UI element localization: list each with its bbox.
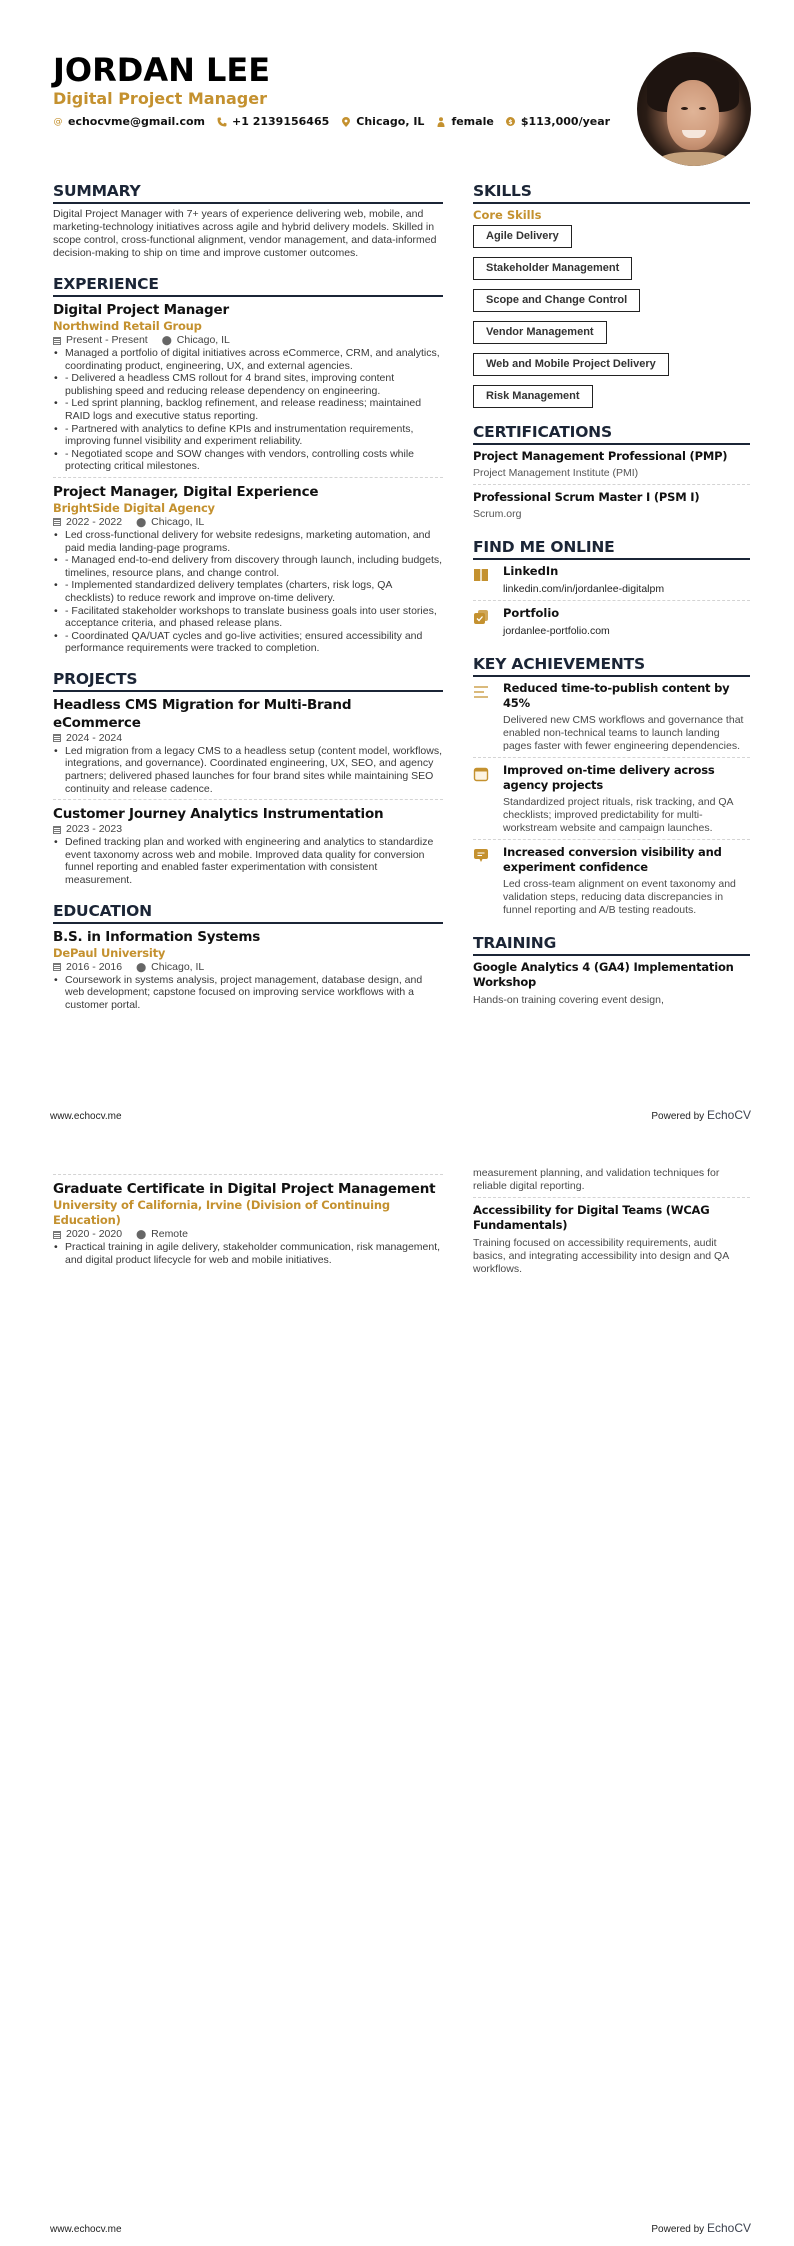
skill-tag: Web and Mobile Project Delivery: [473, 353, 669, 376]
degree-title: Graduate Certificate in Digital Project Management: [53, 1181, 436, 1197]
section-title-experience: EXPERIENCE: [53, 274, 443, 297]
section-title-achievements: KEY ACHIEVEMENTS: [473, 654, 750, 677]
bullet: • Coursework in systems analysis, project management, database design, and web development; capstone focused on improving service workflows with a customer portal.: [53, 974, 443, 1012]
location-pin-icon: ⬤: [136, 516, 147, 527]
divider: [473, 757, 750, 758]
training-title: Google Analytics 4 (GA4) Implementation Workshop: [473, 960, 734, 989]
bullet: • Led migration from a legacy CMS to a headless setup (content model, workflows, integrations, and governance). Coordinated engineering, UX, SEO, and agency partners; delivered phased launches for four brand sites while maintaining SEO continuity and release cadence.: [53, 745, 443, 795]
education-meta: [53, 1228, 443, 1241]
bullet: • Led cross-functional delivery for website redesigns, marketing automation, and paid media landing-page programs.: [53, 529, 443, 554]
divider: [473, 1197, 750, 1198]
bullet: • - Negotiated scope and SOW changes with vendors, controlling costs while protecting critical milestones.: [53, 448, 443, 473]
chat-bubble-icon: [473, 848, 489, 864]
brand-name: EchoCV: [706, 2221, 751, 2235]
calendar-icon: [53, 1231, 61, 1239]
contact-salary: [506, 115, 610, 128]
online-section: [473, 537, 750, 638]
right-column-continued: [473, 1167, 750, 1276]
certification-issuer: Scrum.org: [473, 508, 522, 520]
experience-item: [53, 483, 443, 655]
online-label: Portfolio: [503, 606, 560, 620]
certifications-section: [473, 422, 750, 521]
training-section: [473, 933, 750, 1007]
footer-site-link[interactable]: www.echocv.me: [50, 2224, 122, 2235]
skill-tag: Risk Management: [473, 385, 593, 408]
right-column: [473, 181, 750, 1007]
certification-issuer: Project Management Institute (PMI): [473, 467, 639, 479]
projects-section: [53, 669, 443, 887]
divider: [473, 600, 750, 601]
location-pin-icon: [341, 117, 351, 127]
certification-item: [473, 449, 750, 480]
calendar-icon: [53, 826, 61, 834]
bullet: • Defined tracking plan and worked with engineering and analytics to standardize event taxonomy across web and mobile. Improved data quality for conversion funnel reporting and enabled faster experimentation with consistent measurement.: [53, 836, 443, 886]
skill-tag: Scope and Change Control: [473, 289, 640, 312]
brand-name: EchoCV: [706, 1108, 751, 1122]
project-dates: 2023 - 2023: [66, 823, 123, 836]
company-name: Northwind Retail Group: [53, 319, 202, 333]
contact-email[interactable]: [53, 115, 205, 128]
project-item: [53, 696, 443, 795]
candidate-role: Digital Project Manager: [53, 89, 267, 108]
training-title: Accessibility for Digital Teams (WCAG Fundamentals): [473, 1203, 710, 1232]
achievement-title: Reduced time-to-publish content by 45%: [503, 681, 730, 710]
education-bullets: [53, 1241, 443, 1266]
project-meta: [53, 823, 443, 836]
job-bullets: [53, 529, 443, 655]
online-url[interactable]: jordanlee-portfolio.com: [503, 625, 610, 637]
contact-gender: [436, 115, 493, 128]
salary-coin-icon: [506, 117, 516, 127]
bullet: • Managed a portfolio of digital initiatives across eCommerce, CRM, and analytics, coordinating product, engineering, UX, and external agencies.: [53, 347, 443, 372]
achievement-title: Increased conversion visibility and experiment confidence: [503, 845, 722, 874]
contact-salary-value: $113,000/year: [520, 115, 611, 128]
online-url[interactable]: linkedin.com/in/jordanlee-digitalpm: [503, 583, 665, 595]
certification-item: [473, 490, 750, 521]
job-title: Digital Project Manager: [53, 302, 229, 318]
calendar-icon: [53, 337, 61, 345]
training-desc: Hands-on training covering event design,: [473, 994, 664, 1006]
project-title: Headless CMS Migration for Multi-Brand eCommerce: [53, 696, 352, 731]
degree-title: B.S. in Information Systems: [53, 928, 261, 945]
project-meta: [53, 732, 443, 745]
avatar: [637, 52, 751, 166]
contact-phone[interactable]: [217, 115, 329, 128]
powered-by-label: Powered by: [651, 1111, 707, 1122]
left-column-continued: [53, 1174, 443, 1266]
job-bullets: [53, 347, 443, 473]
training-item: [473, 960, 750, 1007]
calendar-icon: [53, 734, 61, 742]
footer-site-link[interactable]: www.echocv.me: [50, 1111, 122, 1122]
training-item: [473, 1203, 750, 1276]
candidate-name: JORDAN LEE: [53, 51, 271, 89]
online-label: LinkedIn: [503, 564, 559, 578]
section-title-online: FIND ME ONLINE: [473, 537, 750, 560]
divider: [53, 1174, 443, 1175]
job-meta: [53, 334, 443, 347]
certification-name: Project Management Professional (PMP): [473, 449, 728, 463]
section-title-education: EDUCATION: [53, 901, 443, 924]
skill-tag: Agile Delivery: [473, 225, 572, 248]
footer-powered-by[interactable]: [651, 2221, 751, 2235]
section-title-projects: PROJECTS: [53, 669, 443, 692]
company-name: BrightSide Digital Agency: [53, 500, 215, 515]
section-title-summary: SUMMARY: [53, 181, 443, 204]
bullet: • - Coordinated QA/UAT cycles and go-live activities; ensured accessibility and performance requirements were tracked to completion.: [53, 630, 443, 655]
education-dates: 2020 - 2020: [66, 1228, 123, 1240]
experience-item: [53, 301, 443, 473]
resume-header: [53, 52, 613, 128]
education-meta: [53, 961, 443, 974]
education-item: [53, 1180, 443, 1266]
education-item: [53, 928, 443, 1012]
project-bullets: [53, 836, 443, 886]
section-title-certifications: CERTIFICATIONS: [473, 422, 750, 445]
project-title: Customer Journey Analytics Instrumentation: [53, 806, 384, 823]
powered-by-label: Powered by: [651, 2224, 707, 2235]
education-location: Chicago, IL: [151, 960, 205, 973]
contact-location: [341, 115, 424, 128]
section-title-training: TRAINING: [473, 933, 750, 956]
location-pin-icon: ⬤: [161, 335, 172, 345]
online-item-portfolio[interactable]: [473, 606, 750, 638]
bullet: • - Partnered with analytics to define KPIs and instrumentation requirements, improving funnel visibility and experiment reliability.: [53, 423, 443, 448]
school-name: DePaul University: [53, 945, 166, 960]
job-meta: [53, 516, 443, 529]
location-pin-icon: ⬤: [136, 1229, 147, 1239]
bullet: • - Facilitated stakeholder workshops to translate business goals into user stories, acceptance criteria, and phased release plans.: [53, 605, 443, 630]
certification-name: Professional Scrum Master I (PSM I): [473, 490, 700, 504]
achievement-desc: Led cross-team alignment on event taxonomy and validation steps, reducing data discrepancies in funnel reporting and A/B testing readouts.: [503, 878, 736, 916]
education-location: Remote: [151, 1228, 188, 1240]
contact-bar: [53, 115, 613, 128]
location-pin-icon: ⬤: [136, 961, 147, 972]
summary-text: Digital Project Manager with 7+ years of experience delivering web, mobile, and marketing-technology initiatives across agile and hybrid delivery models. Skilled in scope control, cross-functional alignment, vendor management, and data-informed decision-making to ship on time and improve customer outcomes.: [53, 208, 437, 259]
svg-text:$: $: [508, 119, 513, 126]
bullet: • - Implemented standardized delivery templates (charters, risk logs, QA checklists) to reduce rework and improve on-time delivery.: [53, 579, 443, 604]
portfolio-icon: [473, 609, 489, 625]
achievements-section: [473, 654, 750, 917]
bullet: • - Led sprint planning, backlog refinement, and release readiness; maintained RAID logs and executive status reporting.: [53, 397, 443, 422]
achievement-item: [473, 763, 750, 835]
job-dates: 2022 - 2022: [66, 515, 123, 528]
education-bullets: [53, 974, 443, 1012]
training-desc-continued: measurement planning, and validation techniques for reliable digital reporting.: [473, 1167, 720, 1192]
skill-tag: Stakeholder Management: [473, 257, 632, 280]
contact-email-value: echocvme@gmail.com: [68, 115, 206, 128]
bullet: • - Delivered a headless CMS rollout for 4 brand sites, improving content publishing speed and reducing release dependency on engineering.: [53, 372, 443, 397]
project-item: [53, 805, 443, 886]
contact-gender-value: female: [451, 115, 494, 128]
achievement-item: [473, 681, 750, 753]
skill-tags: [473, 225, 750, 408]
section-title-skills: SKILLS: [473, 181, 750, 204]
job-dates: Present - Present: [66, 334, 148, 346]
education-section: [53, 901, 443, 1012]
job-title: Project Manager, Digital Experience: [53, 483, 319, 500]
divider: [53, 799, 443, 800]
bullet: • Practical training in agile delivery, stakeholder communication, risk management, and digital product lifecycle for web and mobile initiatives.: [53, 1241, 443, 1266]
achievement-title: Improved on-time delivery across agency projects: [503, 763, 715, 792]
lines-icon: [473, 684, 489, 700]
at-icon: @: [53, 116, 63, 127]
calendar-icon: [53, 518, 61, 526]
job-location: Chicago, IL: [176, 334, 230, 346]
skills-section: [473, 181, 750, 408]
divider: [473, 839, 750, 840]
divider: [473, 484, 750, 485]
achievement-desc: Delivered new CMS workflows and governance that enabled non-technical teams to launch landing pages faster with fewer engineering dependencies.: [503, 714, 744, 752]
calendar-icon: [473, 766, 489, 782]
achievement-item: [473, 845, 750, 917]
education-dates: 2016 - 2016: [66, 960, 123, 973]
skills-group-label: Core Skills: [473, 208, 542, 222]
divider: [53, 477, 443, 478]
book-icon: [473, 567, 489, 583]
left-column: [53, 181, 443, 1011]
phone-icon: [217, 117, 227, 127]
person-icon: [436, 117, 446, 127]
project-bullets: [53, 745, 443, 795]
job-location: Chicago, IL: [151, 515, 205, 528]
calendar-icon: [53, 963, 61, 971]
school-name: University of California, Irvine (Division of Continuing Education): [53, 1198, 390, 1227]
bullet: • - Managed end-to-end delivery from discovery through launch, including budgets, timelines, resource plans, and change control.: [53, 554, 443, 579]
summary-section: [53, 181, 443, 260]
online-item-linkedin[interactable]: [473, 564, 750, 596]
skill-tag: Vendor Management: [473, 321, 607, 344]
training-desc: Training focused on accessibility requirements, audit basics, and integrating accessibility into design and QA workflows.: [473, 1237, 729, 1275]
footer-powered-by[interactable]: [651, 1108, 751, 1122]
experience-section: [53, 274, 443, 655]
contact-location-value: Chicago, IL: [356, 115, 425, 128]
contact-phone-value: +1 2139156465: [232, 115, 330, 128]
resume-page-2: [0, 1123, 794, 2246]
achievement-desc: Standardized project rituals, risk tracking, and QA checklists; improved predictability for multi-workstream website and campaign launches.: [503, 796, 733, 834]
project-dates: 2024 - 2024: [66, 731, 123, 744]
